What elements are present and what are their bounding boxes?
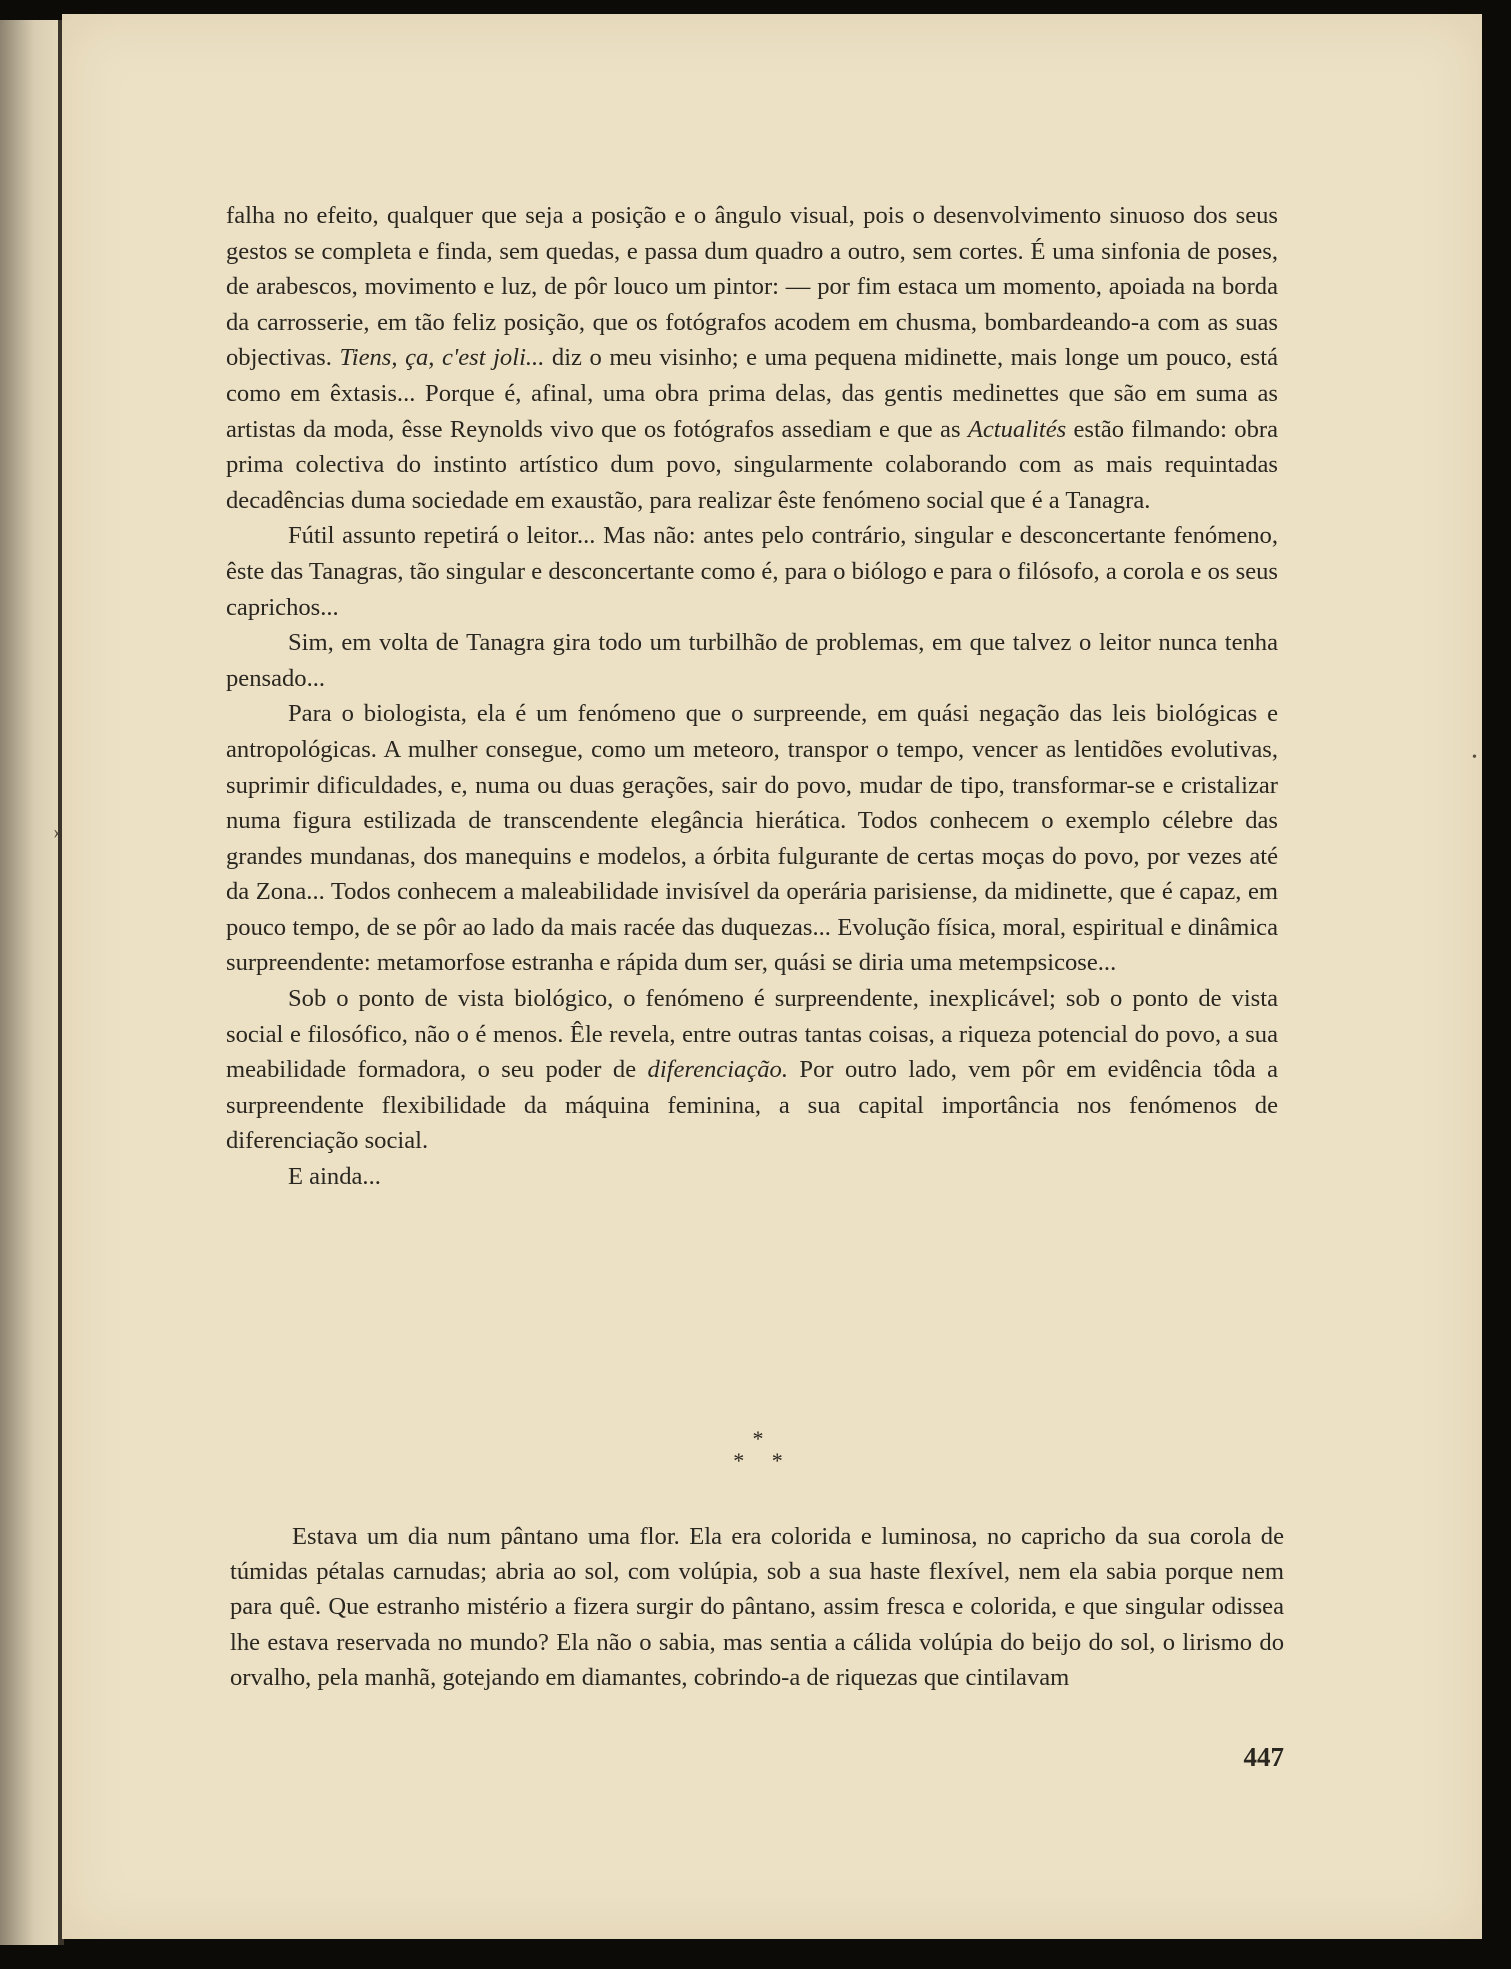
paragraph-6: E ainda... [288, 1163, 381, 1191]
page-number: 447 [1243, 1742, 1284, 1772]
body-text [226, 198, 1278, 1195]
paragraph-5: Sob o ponto de vista biológico, o fenómeno é surpreendente, inexplicável; sob o ponto de vista social e filosófico, não o é menos. Êle revela, entre outras tantas coisas, a riqueza potencial do povo, a sua meabilidade formadora, o seu poder de diferenciação. Por outro lado, vem pôr em evidência tôda a surpreendente flexibilidade da máquina feminina, a sua capital importância nos fenómenos de diferenciação social. [226, 985, 1278, 1155]
asterism-bottom: * * [733, 1448, 783, 1473]
body-text-continued [230, 1519, 1284, 1695]
section-asterism [718, 1428, 798, 1472]
book-spine [0, 20, 62, 1945]
paragraph-2: Fútil assunto repetirá o leitor... Mas não: antes pelo contrário, singular e desconcertante fenómeno, êste das Tanagras, tão singular e desconcertante como é, para o biólogo e para o filósofo, a corola e os seus caprichos... [226, 522, 1278, 621]
paragraph-3: Sim, em volta de Tanagra gira todo um turbilhão de problemas, em que talvez o leitor nunca tenha pensado... [226, 629, 1278, 692]
paragraph-4: Para o biologista, ela é um fenómeno que o surpreende, em quási negação das leis biológicas e antropológicas. A mulher consegue, como um meteoro, transpor o tempo, vencer as lentidões evolutivas, suprimir dificuldades, e, numa ou duas gerações, sair do povo, mudar de tipo, transformar-se e cristalizar numa figura estilizada de transcendente elegância hierática. Todos conhecem o exemplo célebre das grandes mundanas, dos manequins e modelos, a órbita fulgurante de certas moças do povo, por vezes até da Zona... Todos conhecem a maleabilidade invisível da operária parisiense, da midinette, que é capaz, em pouco tempo, de se pôr ao lado da mais racée das duquezas... Evolução física, moral, espiritual e dinâmica surpreendente: metamorfose estranha e rápida dum ser, quási se diria uma metempsicose... [226, 700, 1278, 977]
margin-mark: › [53, 821, 60, 843]
paragraph-7: Estava um dia num pântano uma flor. Ela era colorida e luminosa, no capricho da sua corola de túmidas pétalas carnudas; abria ao sol, com volúpia, sob a sua haste flexível, nem ela sabia porque nem para quê. Que estranho mistério a fizera surgir do pântano, assim fresca e colorida, e que singular odissea lhe estava reservada no mundo? Ela não o sabia, mas sentia a cálida volúpia do beijo do sol, o lirismo do orvalho, pela manhã, gotejando em diamantes, cobrindo-a de riquezas que cintilavam [230, 1523, 1284, 1691]
margin-dot: • [1472, 750, 1477, 765]
paragraph-1: falha no efeito, qualquer que seja a posição e o ângulo visual, pois o desenvolvimento sinuoso dos seus gestos se completa e finda, sem quedas, e passa dum quadro a outro, sem cortes. É uma sinfonia de poses, de arabescos, movimento e luz, de pôr louco um pintor: — por fim estaca um momento, apoiada na borda da carrosserie, em tão feliz posição, que os fotógrafos acodem em chusma, bombardeando-a com as suas objectivas. Tiens, ça, c'est joli... diz o meu visinho; e uma pequena midinette, mais longe um pouco, está como em êxtasis... Porque é, afinal, uma obra prima delas, das gentis medinettes que são em suma as artistas da moda, êsse Reynolds vivo que os fotógrafos assediam e que as Actualités estão filmando: obra prima colectiva do instinto artístico dum povo, singularmente colaborando com as mais requintadas decadências duma sociedade em exaustão, para realizar êste fenómeno social que é a Tanagra. [226, 202, 1278, 514]
asterism-top: * [752, 1426, 764, 1451]
